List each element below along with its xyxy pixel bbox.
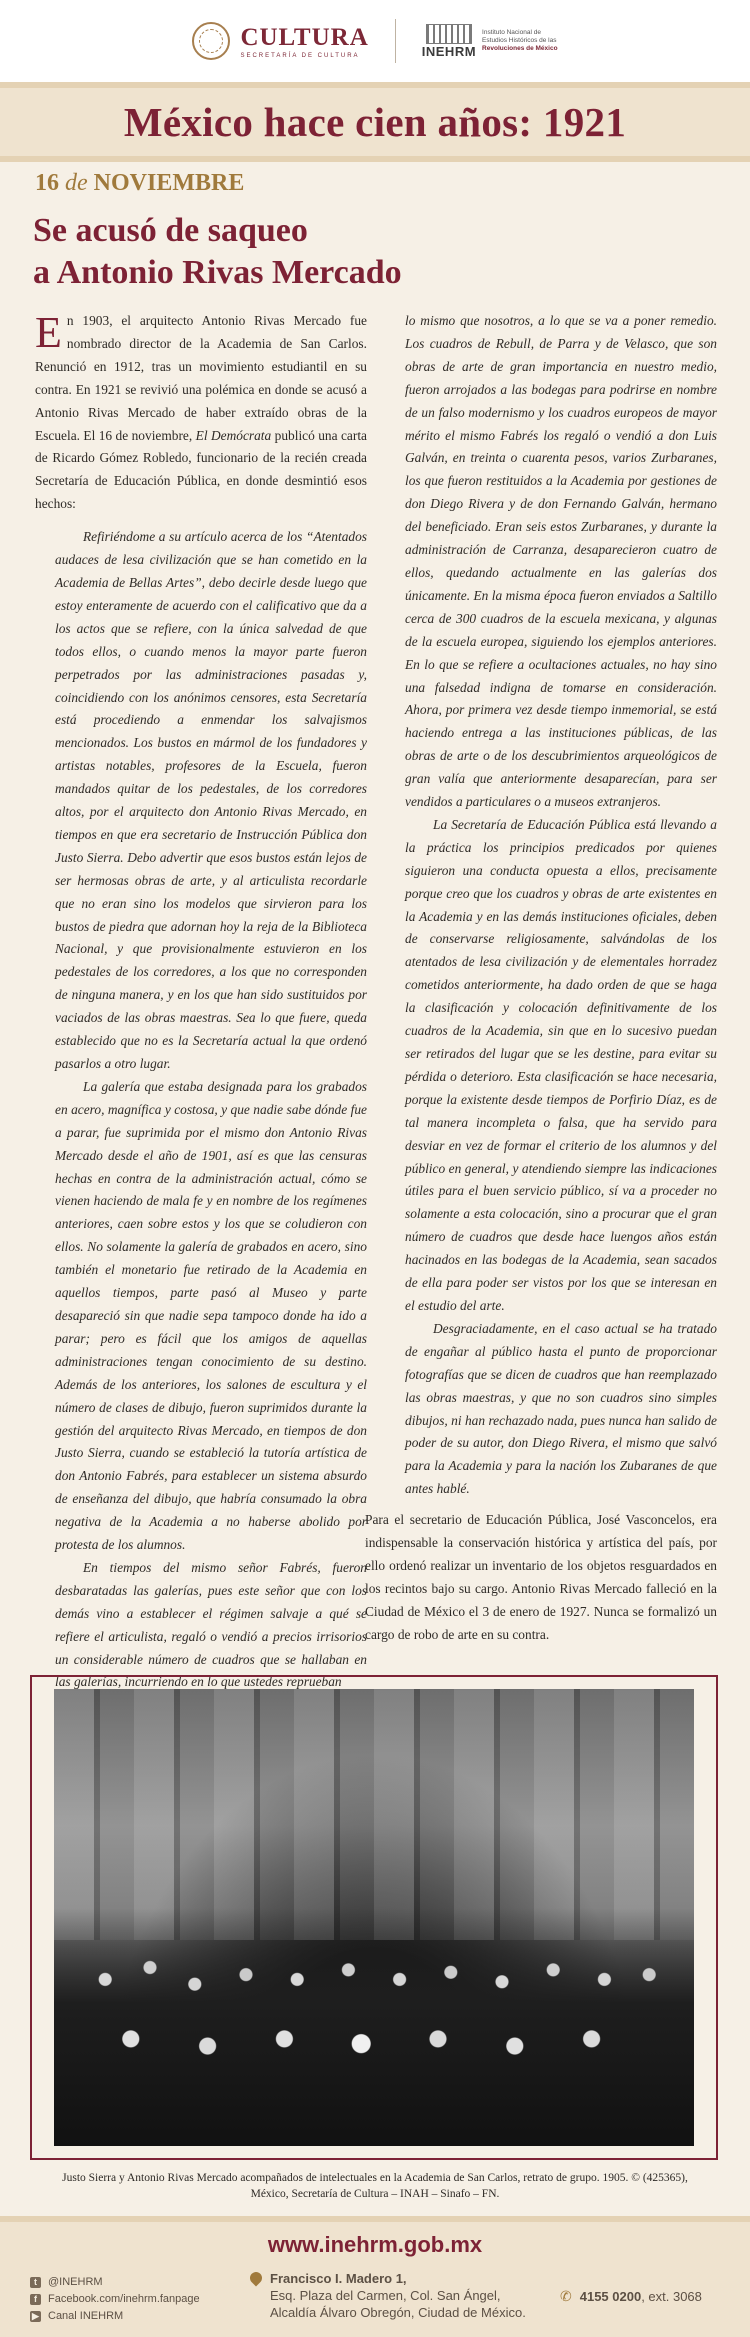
quote-paragraph-4: La Secretaría de Educación Pública está llevando a la práctica los principios predicados por quienes siguieron una conducta opuesta a ellos, precisamente porque creo que los cuadros y obras de arte existentes en la Academia y en las demás instituciones oficiales, deben de conservarse religiosamente, salvándolas de los atentados de lesa civilización y de elementales horradez cometidos anteriormente, ha dado orden de que se haga la clasificación y colocación definitivamente de los cuadros de la Academia, sin que en lo sucesivo puedan ser retirados del lugar que se les destine, para evitar su pérdida o deterioro. Esta clasificación se hace necesaria, porque la existente desde tiempos de Porfirio Díaz, es de tal manera incompleta o falsa, que ha servido para desviar en vez de formar el criterio de los alumnos y del público en general, y atendiendo siempre las indicaciones útiles para el buen servicio público, sí va a proceder no solamente a esta colocación, sino a procurar que el gran número de cuadros que desde hace luengos años están hacinados en las bodegas de la Academia, sean sacados de ella para poder ser vistos por los que se interesan en el estudio del arte. xyxy=(405,816,717,1313)
title-banner xyxy=(0,82,750,162)
cultura-logo xyxy=(192,22,368,60)
facebook-url: Facebook.com/inehrm.fanpage xyxy=(48,2293,200,2305)
facebook-icon: f xyxy=(30,2294,41,2305)
date-day: 16 xyxy=(35,170,59,196)
twitter-handle: @INEHRM xyxy=(48,2276,103,2288)
coat-of-arms-icon xyxy=(192,22,230,60)
facebook-link[interactable] xyxy=(30,2291,200,2308)
address-line-3: Alcaldía Álvaro Obregón, Ciudad de México. xyxy=(270,2305,526,2320)
inehrm-description xyxy=(482,29,558,53)
photo-group-of-people xyxy=(54,1908,694,2146)
address-block xyxy=(250,2270,526,2321)
cultura-subtitle: SECRETARÍA DE CULTURA xyxy=(240,52,360,59)
inehrm-desc-line: Estudios Históricos de las xyxy=(482,37,557,44)
banner-title: México hace cien años: 1921 xyxy=(123,99,627,145)
address-line-1: Francisco I. Madero 1, xyxy=(270,2271,407,2286)
social-links xyxy=(30,2274,200,2325)
date-de: de xyxy=(65,170,88,196)
photo-paintings-wall xyxy=(54,1689,694,1940)
closing-paragraph: Para el secretario de Educación Pública, José Vasconcelos, era indispensable la conservación histórica y artística del país, por ello ordenó realizar un inventario de los objetos resguardados en los recintos bajo su cargo. Antonio Rivas Mercado falleció en la Ciudad de México el 3 de enero de 1927. Nunca se formalizó un cargo de robo de arte en su contra. xyxy=(365,1512,717,1642)
intro-paragraph xyxy=(35,310,367,516)
twitter-link[interactable] xyxy=(30,2274,200,2291)
historic-group-photo xyxy=(54,1689,694,2146)
map-pin-icon xyxy=(248,2270,265,2287)
address-line-2: Esq. Plaza del Carmen, Col. San Ángel, xyxy=(270,2288,501,2303)
quote-paragraph-5: Desgraciadamente, en el caso actual se ha tratado de engañar al público hasta el punto de proporcionar fotografías que se dicen de cuadros que han reemplazado las obras maestras, y que no son cuadros sino simples dibujos, ni han rechazado nada, pues nunca han salido de poder de su autor, don Diego Rivera, el mismo que salvó para la Academia y para la nación los Zubaranes de que antes hablé. xyxy=(405,1320,717,1497)
headline-line-1: Se acusó de saqueo xyxy=(33,212,308,249)
date-month: NOVIEMBRE xyxy=(93,170,245,196)
caption-line-1: Justo Sierra y Antonio Rivas Mercado acompañados de intelectuales en la Academia de San Carlos, retrato de grupo. 1905. © (425365), xyxy=(62,2172,688,2184)
quote-paragraph-3-continued: lo mismo que nosotros, a lo que se va a poner remedio. Los cuadros de Rebull, de Parra y de Velasco, que son obras de arte de gran importancia en nuestro medio, fueron arrojados a las bodegas para podrirse en nombre de un falso modernismo y los cuadros europeos de mayor mérito el mismo Fabrés los regaló o vendió a don Luis Galván, en treinta o cuarenta pesos, varios Zurbaranes, los que fueron restituidos a la Academia por gestiones de don Diego Rivera y de don Fernando Galván, hermano del beneficiado. Eran seis estos Zurbaranes, y durante la administración de Carranza, desaparecieron cuatro de ellos, quedando actualmente en las galerías dos únicamente. En la misma época fueron enviados a Saltillo cerca de 300 cuadros de la escuela mexicana, y algunas de la escuela europea, siguiendo los ejemplos anteriores. En lo que se refiere a ocultaciones actuales, no hay sino una falsedad indigna de tomarse en consideración. Ahora, por primera vez desde tiempo inmemorial, se está haciendo entrega a las instituciones públicas, de las obras de arte o de los descubrimientos arqueológicos de gran valía que anteriormente desaparecían, para ser vendidos a particulares o a museos extranjeros. xyxy=(405,313,717,810)
article-column-left xyxy=(35,310,367,1694)
headline-line-2: a Antonio Rivas Mercado xyxy=(33,254,402,291)
quote-paragraph-1: Refiriéndome a su artículo acerca de los “Atentados audaces de lesa civilización que se han cometido en la Academia de Bellas Artes”, debo decirle desde luego que estoy enteramente de acuerdo con el calificativo que da a los actos que se refiere, con la única salvedad de que todos ellos, o cuando menos la mayor parte fueron perpetrados por las administraciones pasadas y, coincidiendo con los anónimos censores, esta Secretaría está procediendo a enmendar los salvajismos mencionados. Los bustos en mármol de los fundadores y artistas notables, profesores de la Escuela, fueron mandados quitar de los pedestales, de los corredores altos, por el arquitecto don Antonio Rivas Mercado, en tiempos en que era secretario de Instrucción Pública don Justo Sierra. Debo advertir que esos bustos están lejos de ser hermosas obras de arte, y al articulista recordarle que no eran sino los modelos que sirvieron para los bustos de piedra que adornan hoy la reja de la Biblioteca Nacional, y que provisionalmente estuvieron en los pedestales de los corredores, a los que no corresponden de ninguna manera, y en los que han sido sustituidos por vaciados de las obras maestras. Sea lo que fuere, queda establecido que no es la Secretaría actual la que ordenó pasarlos a otro lugar. xyxy=(55,529,367,1071)
twitter-icon: t xyxy=(30,2277,41,2288)
phone-number: 4155 0200 xyxy=(579,2289,642,2304)
inehrm-logo xyxy=(422,24,558,59)
footer xyxy=(0,2222,750,2337)
drop-cap: E xyxy=(35,308,62,357)
photo-caption xyxy=(40,2170,710,2202)
youtube-icon: ▶ xyxy=(30,2311,41,2322)
inehrm-wordmark: INEHRM xyxy=(421,43,477,59)
inehrm-desc-line: Revoluciones de México xyxy=(482,45,558,52)
article-column-right xyxy=(365,310,717,1647)
quote-paragraph-2: La galería que estaba designada para los grabados en acero, magnífica y costosa, y que nadie sabe dónde fue a parar, fue suprimida por el mismo don Antonio Rivas Mercado desde el año de 1901, así es que las censuras hechas en contra de la administración actual, cómo se vienen haciendo de mala fe y en nombre de los regímenes anteriores, caen sobre estos y los que se coludieron con ellos. No solamente la galería de grabados en acero, sino también el monetario fue retirado de la Academia en aquellos tiempos, parte pasó al Museo y parte desapareció sin que nadie sepa tampoco donde ha ido a parar; pero es fácil que los amigos de aquellas administraciones tengan conocimiento de su destino. Además de los anteriores, los salones de escultura y el número de clases de dibujo, fueron suprimidos durante la gestión del arquitecto Rivas Mercado, en tiempos de don Justo Sierra, cuando se estableció la tutoría artística de don Antonio Fabrés, para establecer un sistema absurdo de enseñanza del dibujo, que habría consumado la obra negativa de la Academia a no haberse abolido por protesta de los alumnos. xyxy=(55,1078,367,1553)
youtube-link[interactable] xyxy=(30,2308,200,2325)
top-bar xyxy=(0,0,750,82)
phone-extension: , ext. 3068 xyxy=(641,2289,702,2304)
phone-block xyxy=(560,2288,702,2305)
intro-text: n 1903, el arquitecto Antonio Rivas Mercado fue nombrado director de la Academia de San Carlos. Renunció en 1912, tras un movimiento estudiantil en su contra. En 1921 se revivió una polémica en donde se acusó a Antonio Rivas Mercado de haber extraído obras de la Escuela. El 16 de noviembre, xyxy=(35,313,367,443)
inehrm-desc-line: Instituto Nacional de xyxy=(482,29,541,36)
article-headline xyxy=(33,210,713,294)
phone-icon: ✆ xyxy=(560,2288,572,2304)
intro-text-end: publicó una carta de Ricardo Gómez Robledo, funcionario de la recién creada Secretaría de Educación Pública, en donde desmintió esos hechos: xyxy=(35,427,367,512)
date-line xyxy=(35,170,244,197)
cultura-wordmark: CULTURA xyxy=(240,23,369,51)
canal-name: Canal INEHRM xyxy=(48,2310,124,2322)
caption-line-2: México, Secretaría de Cultura – INAH – Sinafo – FN. xyxy=(250,2188,500,2200)
building-icon xyxy=(426,24,472,44)
website-link[interactable]: www.inehrm.gob.mx xyxy=(267,2232,483,2257)
quote-paragraph-3: En tiempos del mismo señor Fabrés, fueron desbaratadas las galerías, pues este señor que con los demás vino a establecer el régimen salvaje a qué se refiere el articulista, regaló o vendió a precios irrisorios un considerable número de cuadros que se hallaban en las galerías, incurriendo en lo que ustedes reprueban xyxy=(55,1559,367,1690)
newspaper-name: El Demócrata xyxy=(195,427,272,443)
logo-divider xyxy=(395,19,396,63)
photo-frame xyxy=(30,1675,718,2160)
